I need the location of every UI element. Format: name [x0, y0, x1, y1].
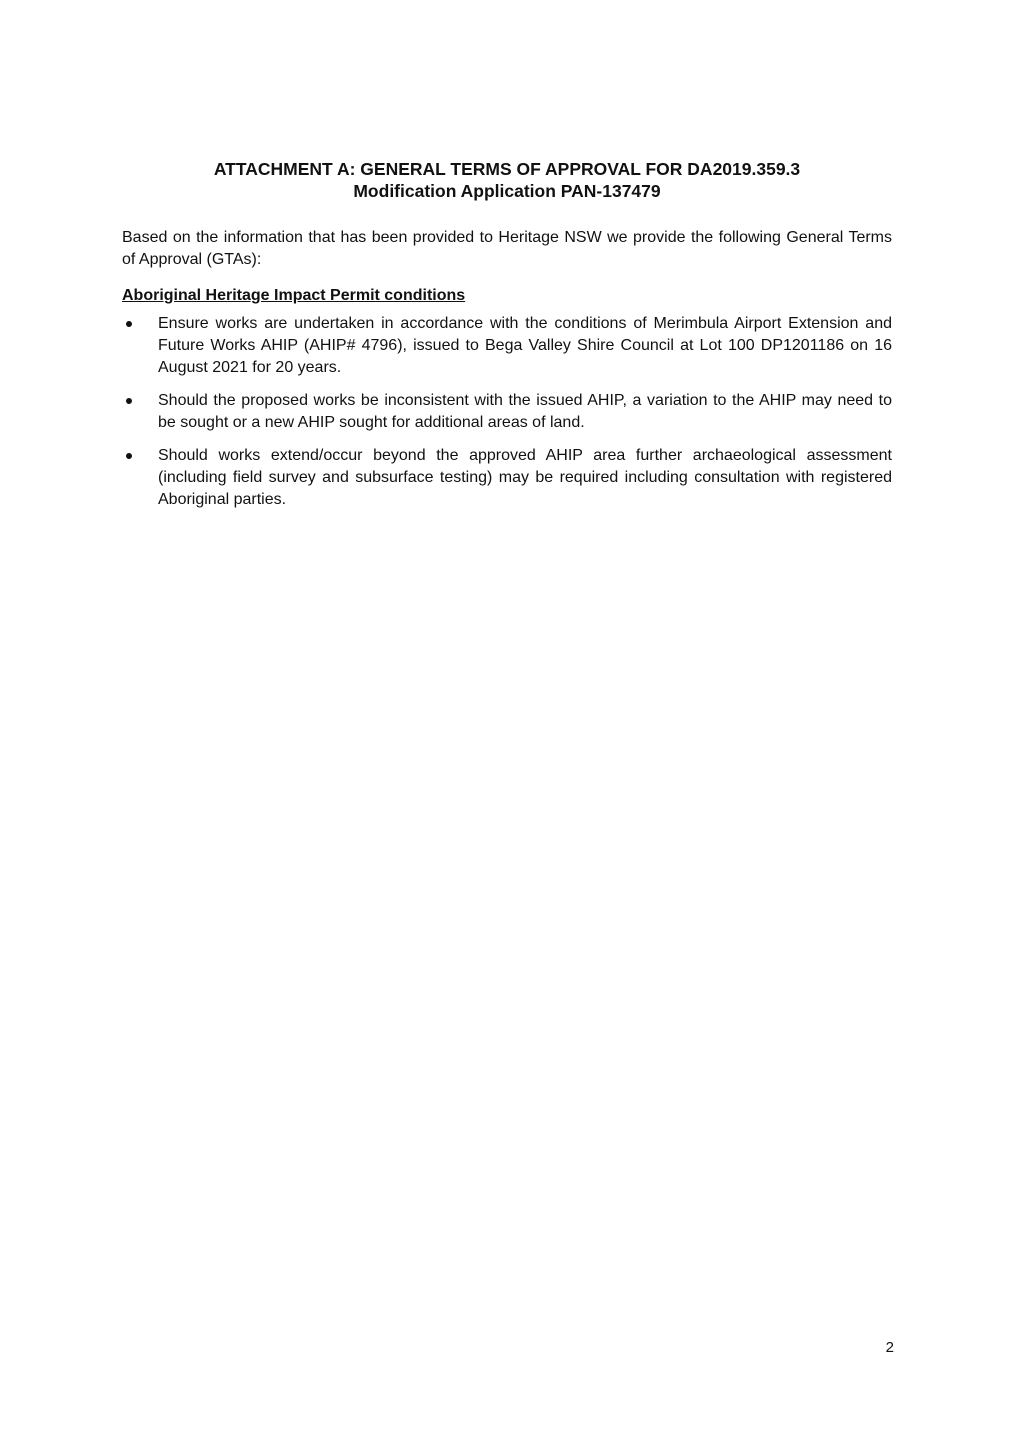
- condition-item: [122, 445, 892, 511]
- condition-text: Ensure works are undertaken in accordance with the conditions of Merimbula Airport Extension and Future Works AHIP (AHIP# 4796), issued to Bega Valley Shire Council at Lot 100 DP1201186 on 16 August 2021 for 20 years.: [158, 315, 892, 376]
- bullet-icon: [126, 398, 132, 404]
- bullet-icon: [126, 321, 132, 327]
- condition-text: Should the proposed works be inconsistent with the issued AHIP, a variation to the AHIP may need to be sought or a new AHIP sought for additional areas of land.: [158, 392, 892, 431]
- condition-item: [122, 313, 892, 379]
- condition-text: Should works extend/occur beyond the approved AHIP area further archaeological assessment (including field survey and subsurface testing) may be required including consultation with registered Aboriginal parties.: [158, 447, 892, 508]
- page-number: 2: [885, 1339, 894, 1356]
- title-line-2: Modification Application PAN-137479: [353, 181, 661, 201]
- intro-paragraph: Based on the information that has been provided to Heritage NSW we provide the following General Terms of Approval (GTAs):: [122, 229, 892, 268]
- document-body: [122, 158, 892, 522]
- bullet-icon: [126, 453, 132, 459]
- title-line-1: ATTACHMENT A: GENERAL TERMS OF APPROVAL FOR DA2019.359.3: [213, 159, 801, 179]
- section-heading: Aboriginal Heritage Impact Permit conditions: [122, 287, 466, 304]
- document-title: [122, 158, 892, 202]
- conditions-list: [122, 313, 892, 511]
- condition-item: [122, 390, 892, 434]
